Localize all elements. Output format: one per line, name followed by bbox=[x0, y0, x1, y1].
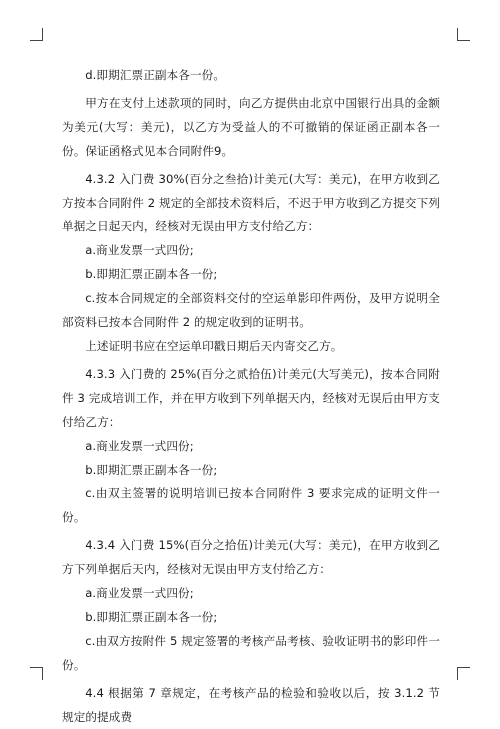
list-item-airway-bill: c.按本合同规定的全部资料交付的空运单影印件两份，及甲方说明全部资料已按本合同附件 2 的规定收到的证明书。 bbox=[62, 291, 440, 330]
paragraph-certificate-mailing: 上述证明书应在空运单印戳日期后天内寄交乙方。 bbox=[85, 338, 343, 353]
crop-mark-bottom-left bbox=[30, 667, 43, 680]
list-item-training-certificate: c.由双主签署的说明培训已按本合同附件 3 要求完成的证明文件一份。 bbox=[62, 486, 440, 525]
crop-mark-top-left bbox=[30, 28, 43, 41]
paragraph-4-4: 4.4 根据第 7 章规定，在考核产品的检验和验收以后，按 3.1.2 节规定的提成费 bbox=[62, 685, 440, 724]
list-item-invoice: a.商业发票一式四份; bbox=[85, 243, 194, 258]
paragraph-4-3-4: 4.3.4 入门费 15%(百分之拾伍)计美元(大写：美元)，在甲方收到乙方下列单据后天内，经核对无误由甲方支付给乙方： bbox=[62, 538, 440, 577]
paragraph-4-3-2: 4.3.2 入门费 30%(百分之叁拾)计美元(大写：美元)，在甲方收到乙方按本合同附件 2 规定的全部技术资料后，不迟于甲方收到乙方提交下列单据之日起天内，经核对无误由甲方支付给乙方： bbox=[62, 171, 440, 234]
list-item-draft: b.即期汇票正副本各一份; bbox=[85, 462, 218, 477]
list-item-draft: b.即期汇票正副本各一份; bbox=[85, 267, 218, 282]
paragraph-4-3-3: 4.3.3 入门费的 25%(百分之贰拾伍)计美元(大写美元)，按本合同附件 3 完成培训工作，并在甲方收到下列单据天内，经核对无误后由甲方支付给乙方： bbox=[62, 366, 440, 429]
crop-mark-bottom-right bbox=[457, 667, 470, 680]
paragraph-guarantee-letter: 甲方在支付上述款项的同时，向乙方提供由北京中国银行出具的金额为美元(大写：美元)，以乙方为受益人的不可撤销的保证函正副本各一份。保证函格式见本合同附件9。 bbox=[62, 95, 440, 158]
list-item-acceptance-certificate: c.由双方按附件 5 规定签署的考核产品考核、验收证明书的影印件一份。 bbox=[62, 633, 440, 672]
document-body bbox=[62, 64, 440, 729]
paragraph-d-draft: d.即期汇票正副本各一份。 bbox=[85, 68, 226, 82]
list-item-draft: b.即期汇票正副本各一份; bbox=[85, 609, 218, 624]
list-item-invoice: a.商业发票一式四份; bbox=[85, 586, 194, 601]
list-item-invoice: a.商业发票一式四份; bbox=[85, 438, 194, 453]
crop-mark-top-right bbox=[457, 28, 470, 41]
